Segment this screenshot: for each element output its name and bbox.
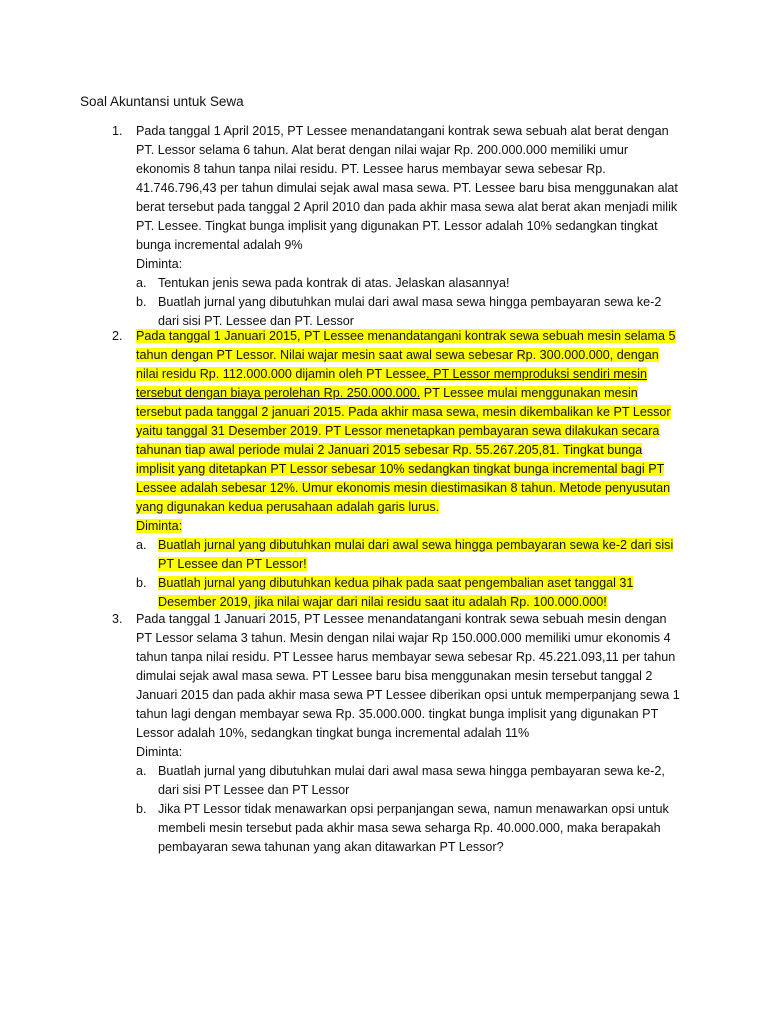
sub-letter: b.	[136, 802, 147, 816]
question-body	[136, 327, 680, 612]
sub-text: Jika PT Lessor tidak menawarkan opsi perpanjangan sewa, namun menawarkan opsi untuk membeli mesin tersebut pada akhir masa sewa seharga Rp. 40.000.000, maka berapakah pembayaran sewa tahunan yang akan ditawarkan PT Lessor?	[158, 802, 669, 854]
diminta-label: Diminta:	[136, 257, 183, 271]
highlighted-text: Pada tanggal 1 Januari 2015, PT Lessee menandatangani kontrak sewa sebuah mesin selama 5 tahun dengan PT Lessor. Nilai wajar mesin saat awal sewa sebesar Rp. 300.000.000, dengan nilai residu Rp. 112.000.000 dijamin oleh PT Lessee	[136, 329, 676, 381]
sub-question-b	[136, 293, 680, 331]
underlined-highlighted-text: . PT Lessor memproduksi sendiri mesin tersebut dengan biaya perolehan Rp. 250.000.000.	[136, 367, 648, 400]
highlighted-text: PT Lessee mulai menggunakan mesin tersebut pada tanggal 2 januari 2015. Pada akhir masa sewa, mesin dikembalikan ke PT Lessor yaitu tanggal 31 Desember 2019. PT Lessor menetapkan pembayaran sewa dilakukan secara tahunan tiap awal periode mulai 2 Januari 2015 sebesar Rp. 55.267.205,81. Tingkat bunga implisit yang ditetapkan PT Lessor sebesar 10% sedangkan tingkat bunga incremental bagi PT Lessee adalah sebesar 12%. Umur ekonomis mesin diestimasikan 8 tahun. Metode penyusutan yang digunakan kedua perusahaan adalah garis lurus.	[136, 386, 671, 514]
sub-text: Buatlah jurnal yang dibutuhkan mulai dari awal sewa hingga pembayaran sewa ke-2 dari sisi PT Lessee dan PT Lessor!	[158, 538, 674, 571]
sub-question-b	[136, 800, 680, 857]
sub-text: Buatlah jurnal yang dibutuhkan kedua pihak pada saat pengembalian aset tanggal 31 Desember 2019, jika nilai wajar dari nilai residu saat itu adalah Rp. 100.000.000!	[158, 576, 634, 609]
sub-letter: a.	[136, 276, 147, 290]
question-text: Pada tanggal 1 April 2015, PT Lessee menandatangani kontrak sewa sebuah alat berat dengan PT. Lessor selama 6 tahun. Alat berat dengan nilai wajar Rp. 200.000.000 memiliki umur ekonomis 8 tahun tanpa nilai residu. PT. Lessee harus membayar sewa sebesar Rp. 41.746.796,43 per tahun dimulai sejak awal masa sewa. PT. Lessee baru bisa menggunakan alat berat tersebut pada tanggal 2 April 2010 dan pada akhir masa sewa alat berat akan menjadi milik PT. Lessee. Tingkat bunga implisit yang digunakan PT. Lessor adalah 10% sedangkan tingkat bunga incremental adalah 9%	[136, 124, 678, 252]
question-2	[80, 327, 680, 612]
sub-question-a	[136, 274, 680, 293]
question-3	[80, 610, 680, 857]
sub-letter: b.	[136, 295, 147, 309]
highlighted-text: Diminta:	[136, 519, 183, 533]
diminta-label	[136, 517, 680, 536]
question-body	[136, 122, 680, 331]
question-text: Pada tanggal 1 Januari 2015, PT Lessee menandatangani kontrak sewa sebuah mesin dengan PT Lessor selama 3 tahun. Mesin dengan nilai wajar Rp 150.000.000 memiliki umur ekonomis 4 tahun tanpa nilai residu. PT Lessee harus membayar sewa sebesar Rp. 45.221.093,11 per tahun dimulai sejak awal masa sewa. PT Lessee baru bisa menggunakan mesin tersebut tanggal 2 Januari 2015 dan pada akhir masa sewa PT Lessee diberikan opsi untuk memperpanjang sewa 1 tahun lagi dengan membayar sewa Rp. 35.000.000. tingkat bunga implisit yang digunakan PT Lessor adalah 10%, sedangkan tingkat bunga incremental adalah 11%	[136, 612, 680, 740]
sub-text: Tentukan jenis sewa pada kontrak di atas. Jelaskan alasannya!	[158, 276, 510, 290]
question-text	[136, 327, 680, 517]
sub-question-a	[136, 536, 680, 574]
sub-letter: a.	[136, 764, 147, 778]
question-number: 3.	[112, 612, 123, 626]
question-number: 2.	[112, 329, 123, 343]
sub-question-b	[136, 574, 680, 612]
sub-question-a	[136, 762, 680, 800]
question-body	[136, 610, 680, 857]
diminta-label: Diminta:	[136, 745, 183, 759]
sub-letter: a.	[136, 538, 147, 552]
question-number: 1.	[112, 124, 123, 138]
document-title: Soal Akuntansi untuk Sewa	[80, 94, 244, 109]
sub-text: Buatlah jurnal yang dibutuhkan mulai dari awal masa sewa hingga pembayaran sewa ke-2, dari sisi PT Lessee dan PT Lessor	[158, 764, 665, 797]
sub-text: Buatlah jurnal yang dibutuhkan mulai dari awal masa sewa hingga pembayaran sewa ke-2 dari sisi PT. Lessee dan PT. Lessor	[158, 295, 662, 328]
question-1	[80, 122, 680, 331]
sub-letter: b.	[136, 576, 147, 590]
